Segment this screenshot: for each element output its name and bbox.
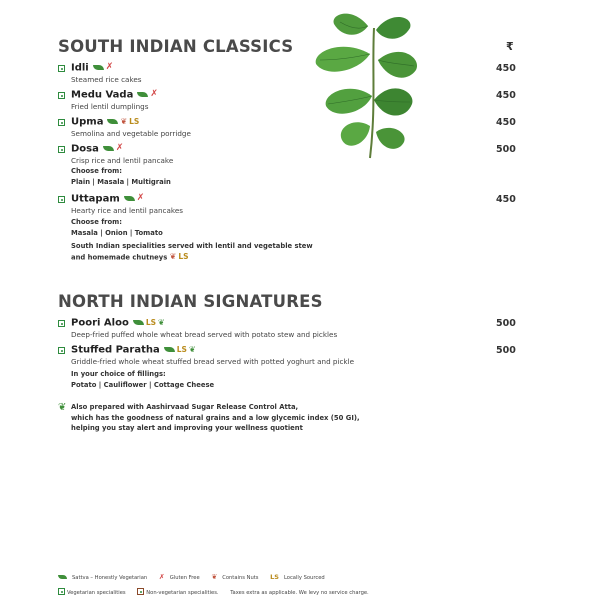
item-description: Griddle-fried whole wheat stuffed bread served with potted yoghurt and pickle	[71, 357, 355, 366]
sugar-release-note	[71, 402, 360, 434]
menu-item-upma	[58, 117, 518, 147]
item-name: Poori Aloo	[71, 317, 129, 329]
choice-options: Masala | Onion | Tomato	[71, 228, 163, 237]
item-description: Crisp rice and lentil pancake	[71, 156, 174, 165]
item-price: 500	[496, 318, 516, 329]
locally-sourced-icon: LS	[176, 344, 187, 354]
item-price: 450	[496, 194, 516, 205]
note-line: which has the goodness of natural grains and a low glycemic index (50 GI),	[71, 413, 360, 422]
choice-options: Plain | Masala | Multigrain	[71, 177, 171, 186]
legend-row-1	[58, 573, 335, 581]
sattva-leaf-icon	[164, 347, 175, 352]
locally-sourced-icon: LS	[145, 317, 157, 327]
legend-gluten-free: Gluten Free	[169, 574, 200, 581]
paratha-fillings	[71, 369, 214, 390]
choice-label: Choose from:	[71, 218, 122, 226]
veg-icon	[58, 119, 65, 126]
veg-icon	[58, 146, 65, 153]
legend-row-2	[58, 587, 374, 596]
legend-non-veg: Non-vegetarian specialities.	[146, 590, 219, 596]
gluten-free-icon: ✗	[115, 143, 124, 153]
item-price: 450	[496, 63, 516, 74]
sattva-leaf-icon	[133, 320, 144, 325]
note-line: helping you stay alert and improving your wellness quotient	[71, 424, 303, 432]
legend-veg: Vegetarian specialities	[67, 590, 126, 596]
south-indian-note	[71, 241, 313, 262]
veg-icon	[58, 588, 65, 595]
item-name: Dosa	[71, 143, 99, 155]
contains-nuts-icon: ❦	[169, 251, 177, 261]
item-name: Upma	[71, 116, 104, 128]
non-veg-icon	[137, 588, 144, 595]
legend-sattva: Sattva – Honestly Vegetarian	[72, 574, 148, 581]
section-title-south: SOUTH INDIAN CLASSICS	[58, 37, 294, 56]
locally-sourced-icon: LS	[270, 573, 279, 581]
legend-locally-sourced: Locally Sourced	[283, 574, 325, 581]
contains-nuts-icon: ❦	[120, 116, 128, 126]
item-description: Hearty rice and lentil pancakes	[71, 206, 183, 215]
veg-icon	[58, 65, 65, 72]
note-line: Also prepared with Aashirvaad Sugar Release Control Atta,	[71, 403, 299, 411]
item-name: Stuffed Paratha	[71, 344, 160, 356]
sattva-leaf-icon	[107, 119, 118, 124]
item-description: Steamed rice cakes	[71, 75, 142, 84]
gluten-free-icon: ✗	[105, 62, 114, 72]
sugar-release-atta-icon: ❦	[58, 402, 67, 413]
section-title-north: NORTH INDIAN SIGNATURES	[58, 292, 323, 311]
sugar-release-atta-icon: ❦	[188, 344, 196, 354]
veg-icon	[58, 347, 65, 354]
sattva-leaf-icon	[58, 575, 67, 579]
item-price: 450	[496, 90, 516, 101]
sattva-leaf-icon	[93, 65, 104, 70]
item-name: Uttapam	[71, 193, 120, 205]
sugar-release-atta-icon: ❦	[158, 317, 165, 327]
filling-options: Potato | Cauliflower | Cottage Cheese	[71, 380, 215, 389]
item-price: 450	[496, 117, 516, 128]
sattva-leaf-icon	[103, 146, 114, 151]
item-name: Idli	[71, 62, 89, 74]
currency-symbol: ₹	[506, 40, 514, 53]
dosa-choices	[71, 166, 171, 187]
filling-label: In your choice of fillings:	[71, 370, 166, 378]
locally-sourced-icon: LS	[129, 116, 140, 126]
sattva-leaf-icon	[124, 196, 135, 201]
veg-icon	[58, 320, 65, 327]
choice-label: Choose from:	[71, 167, 122, 175]
item-description: Deep-fried puffed whole wheat bread served with potato stew and pickles	[71, 330, 338, 339]
veg-icon	[58, 92, 65, 99]
sattva-leaf-icon	[137, 92, 148, 97]
legend-contains-nuts: Contains Nuts	[222, 574, 259, 581]
item-price: 500	[496, 144, 516, 155]
contains-nuts-icon: ❦	[211, 573, 218, 581]
gluten-free-icon: ✗	[150, 89, 158, 99]
locally-sourced-icon: LS	[178, 251, 189, 261]
item-price: 500	[496, 345, 516, 356]
uttapam-choices	[71, 217, 163, 238]
gluten-free-icon: ✗	[158, 573, 165, 581]
legend-tax-note: Taxes extra as applicable. We levy no service charge.	[230, 590, 369, 596]
veg-icon	[58, 196, 65, 203]
item-name: Medu Vada	[71, 89, 134, 101]
item-description: Semolina and vegetable porridge	[71, 129, 191, 138]
gluten-free-icon: ✗	[136, 193, 145, 203]
item-description: Fried lentil dumplings	[71, 102, 149, 111]
note-line: South Indian specialities served with lentil and vegetable stew	[71, 242, 313, 250]
note-line: and homemade chutneys	[71, 252, 168, 261]
